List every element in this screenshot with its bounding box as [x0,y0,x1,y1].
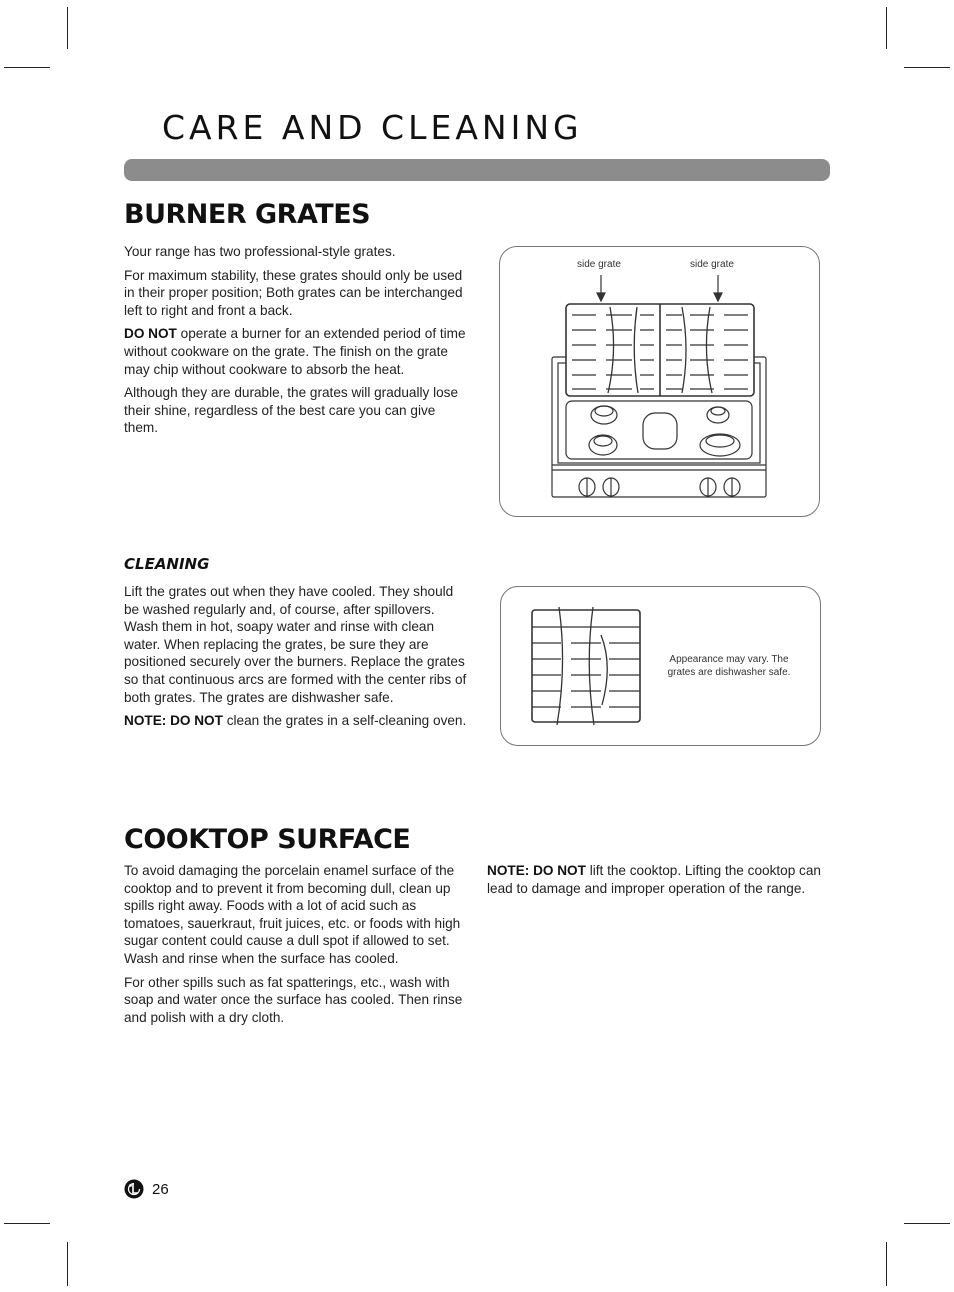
range-grates-illustration [500,247,819,516]
crop-mark [4,1223,50,1224]
page-number: 26 [152,1180,169,1198]
chapter-title: CARE AND CLEANING [162,108,583,147]
side-grate-label-right: side grate [690,259,734,270]
crop-mark [4,67,50,68]
crop-mark [886,7,887,49]
burner-grates-text [124,243,469,443]
crop-mark [67,7,68,49]
cooktop-text-right [487,862,827,903]
crop-mark [67,1242,68,1286]
cleaning-text [124,583,471,736]
section-title-burner-grates: BURNER GRATES [124,199,371,230]
grate-figure-caption: Appearance may vary. The grates are dishwasher safe. [667,654,791,678]
paragraph: Lift the grates out when they have cooled. They should be washed regularly and, of course, after spillovers. Wash them in hot, soapy water and rinse with clean water. When replacing the grates, be sure they are positioned securely over the burners. Replace the grates so that continuous arcs are formed with the center ribs of both grates. The grates are dishwasher safe. [124,584,467,705]
paragraph: NOTE: DO NOT lift the cooktop. Lifting the cooktop can lead to damage and improper operation of the range. [487,863,821,896]
paragraph: DO NOT operate a burner for an extended period of time without cookware on the grate. The finish on the grate may chip without cookware to absorb the heat. [124,326,466,377]
figure-single-grate [500,586,821,746]
chapter-divider-bar [124,159,830,181]
page-footer [124,1179,169,1199]
paragraph: For other spills such as fat spatterings, etc., wash with soap and water once the surface has cooled. Then rinse and polish with a dry cloth. [124,974,463,1025]
sub-title-cleaning: CLEANING [124,555,210,573]
crop-mark [904,1223,950,1224]
paragraph: NOTE: DO NOT clean the grates in a self-cleaning oven. [124,713,467,729]
crop-mark [904,67,950,68]
figure-range-grates [499,246,820,517]
cooktop-text-left [124,862,469,1032]
section-title-cooktop-surface: COOKTOP SURFACE [124,824,411,855]
crop-mark [886,1242,887,1286]
paragraph: To avoid damaging the porcelain enamel surface of the cooktop and to prevent it from becoming dull, clean up spills right away. Foods with a lot of acid such as tomatoes, sauerkraut, fruit juices, etc. or foods with high sugar content could cause a dull spot if allowed to set. Wash and rinse when the surface has cooled. [124,863,461,966]
paragraph: Your range has two professional-style grates. [124,244,396,259]
side-grate-label-left: side grate [577,259,621,270]
lg-logo-icon [124,1179,144,1199]
paragraph: For maximum stability, these grates should only be used in their proper position; Both grates can be interchanged left to right and front a back. [124,267,463,318]
paragraph: Although they are durable, the grates will gradually lose their shine, regardless of the best care you can give them. [124,385,459,436]
